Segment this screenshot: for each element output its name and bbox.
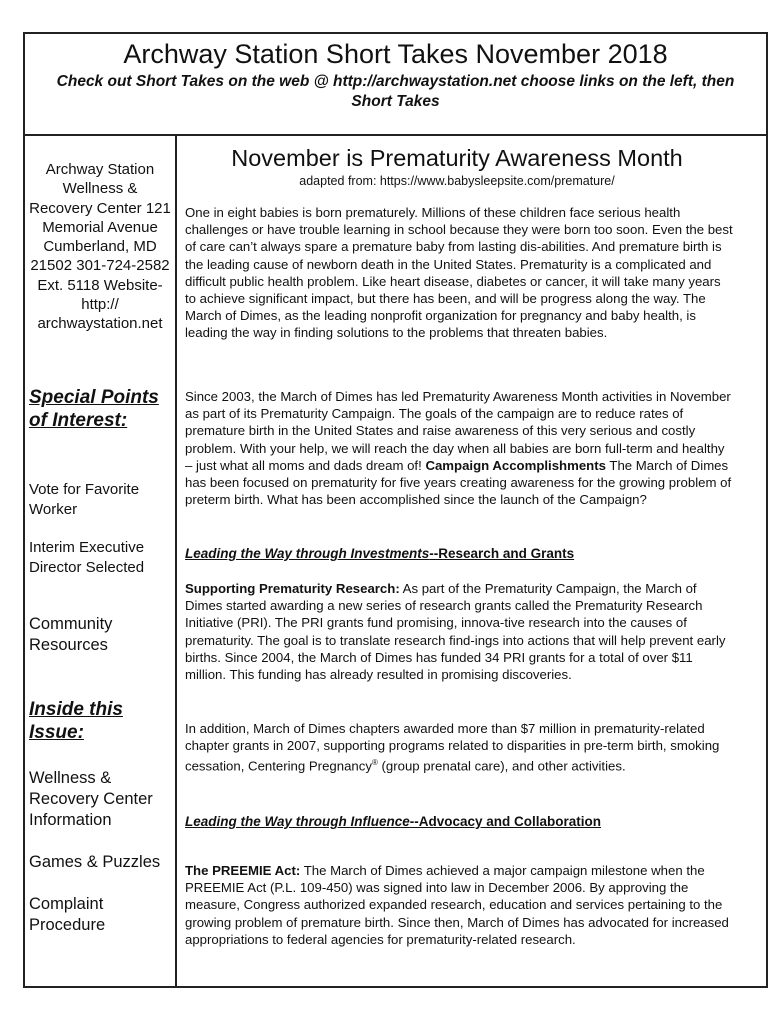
special-item-vote: Vote for Favorite Worker [29, 481, 140, 518]
special-item-director: Interim Executive Director Selected [29, 539, 145, 576]
paragraph-intro: One in eight babies is born prematurely. Millions of these children face serious health challenges or have trouble learning in school because they were born too soon. Even the best of care can’t always spare a premature baby from lasting dis-abilities. And premature birth is the leading cause of newborn death in the United States. Prematurity is a complicated and difficult public health problem. Like heart disease, diabetes or cancer, it will take many years to achieve significant impact, but there has been, and will be progress along the way. The March of Dimes, as the leading nonprofit organization for pregnancy and baby health, is leading the way in finding solutions to the problems that threaten babies. [185, 205, 733, 341]
section-heading-influence: Leading the Way through Influence--Advocacy and Collaboration [185, 814, 602, 829]
newsletter-subtitle: Check out Short Takes on the web @ http://archwaystation.net choose links on the left, then Short Takes [56, 73, 735, 110]
inside-issue-heading: Inside this Issue: [29, 699, 123, 743]
campaign-accomplishments-label: Campaign Accomplishments [425, 457, 606, 473]
newsletter-title: Archway Station Short Takes November 2018 [123, 39, 668, 69]
inside-item-complaint: Complaint Procedure [29, 895, 106, 934]
paragraph-chapter-grants: In addition, March of Dimes chapters awarded more than $7 million in prematurity-related chapter grants in 2007, supporting programs related to disparities in pre-term birth, smoking cessation, Centering Pregnancy® (group prenatal care), and other activities. [185, 721, 720, 774]
paragraph-history: Since 2003, the March of Dimes has led Prematurity Awareness Month activities in November as part of its Prematurity Campaign. The goals of the campaign are to reduce rates of premature birth in the United States and raise awareness of this very serious and costly problem. With your help, we will reach the day when all babies are born full-term and healthy – just what all moms and dads dream of! Campaign Accomplishments The March of Dimes has been focused on prematurity for five years creating awareness for the growing problem of preterm birth. What has been accomplished since the launch of the Campaign? [185, 389, 732, 508]
sidebar [25, 134, 177, 986]
article [183, 134, 731, 986]
center-address: Archway Station Wellness & Recovery Center 121 Memorial Avenue Cumberland, MD 21502 301-724-2582 Ext. 5118 Website-http:// archwaystation.net [29, 161, 171, 333]
paragraph-research: Supporting Prematurity Research: As part of the Prematurity Campaign, the March of Dimes started awarding a new series of research grants called the Prematurity Research Initiative (PRI). The PRI grants fund promising, innova-tive research into the causes of prematurity. The goal is to translate research find-ings into actions that will help prevent early births. Since 2004, the March of Dimes has funded 34 PRI grants for a total of over $11 million. This funding has already resulted in promising discoveries. [185, 581, 726, 683]
special-item-resources: Community Resources [29, 615, 113, 654]
paragraph-preemie-act: The PREEMIE Act: The March of Dimes achieved a major campaign milestone when the PREEMIE Act (P.L. 109-450) was signed into law in December 2006. By approving the measure, Congress authorized expanded research, education and services pertaining to the growing problem of premature birth. Since then, March of Dimes has advocated for increased appropriations to federal agencies for prematurity-related research. [185, 863, 729, 947]
article-source: adapted from: https://www.babysleepsite.com/premature/ [299, 174, 615, 188]
special-points-heading: Special Points of Interest: [29, 387, 159, 431]
section-heading-investments: Leading the Way through Investments--Research and Grants [185, 546, 575, 561]
inside-item-games: Games & Puzzles [29, 853, 161, 871]
newsletter-frame [23, 32, 768, 988]
article-title: November is Prematurity Awareness Month [231, 145, 683, 171]
newsletter-header [25, 34, 766, 136]
inside-item-center-info: Wellness & Recovery Center Information [29, 769, 153, 829]
